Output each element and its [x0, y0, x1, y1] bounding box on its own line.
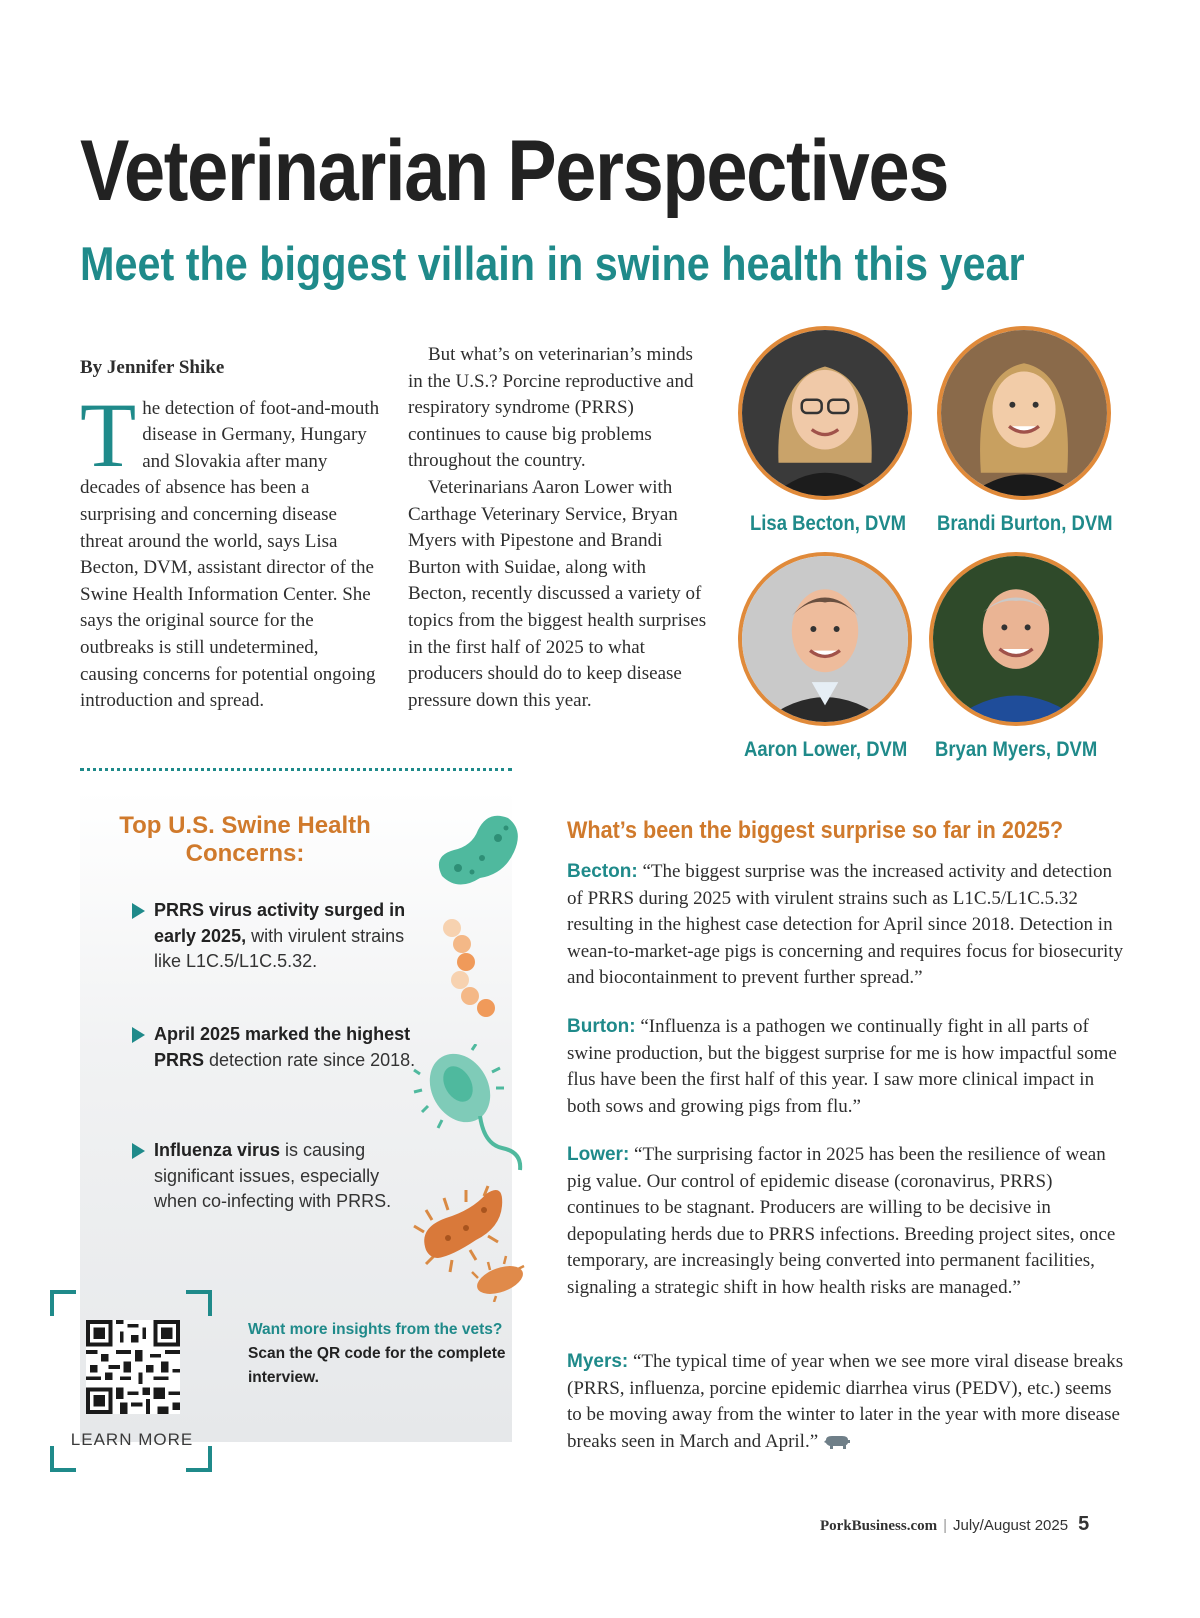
learn-more-label[interactable]: LEARN MORE [70, 1430, 194, 1449]
answer-text: “The surprising factor in 2025 has been the resilience of wean pig value. Our control of epidemic disease (coronavirus, PRRS) continues to be stagnant. Producers are willing to be decisive in depopulating herds due to PRRS infections. Breeding project sites, once temporary, are increasingly being converted into permanent facilities, signaling a strategic shift in how health risks are managed.” [567, 1144, 1116, 1298]
page-number: 5 [1078, 1513, 1090, 1535]
qr-code[interactable] [86, 1320, 180, 1414]
footer-site[interactable]: PorkBusiness.com [820, 1518, 938, 1534]
sidebar-title: Top U.S. Swine Health Concerns: [119, 812, 371, 867]
portrait-caption: Bryan Myers, DVM [935, 738, 1098, 761]
paragraph: Veterinarians Aaron Lower with Carthage Veterinary Service, Bryan Myers with Pipestone and Brandi Burton with Suidae, along with Becton, recently discussed a variety of topics from the biggest health surprises in the first half of 2025 to what producers should do to keep disease pressure down this year. [408, 476, 707, 711]
footer-separator: | [943, 1517, 947, 1534]
answer-burton [567, 1014, 1127, 1120]
concern-text: is causing significant issues, especially when co-infecting with PRRS. [154, 1140, 392, 1211]
qr-cta-teal: Want more insights from the vets? [248, 1321, 503, 1338]
speaker-name: Becton: [567, 861, 638, 882]
answer-lower [567, 1142, 1127, 1302]
answer-text: “The typical time of year when we see more viral disease breaks (PRRS, influenza, porcine epidemic diarrhea virus (PEDV), etc.) seems to be moving away from the winter to later in the year with more disease breaks seen in March and April.” [567, 1351, 1124, 1452]
article-column-1 [80, 355, 380, 715]
lead-text: he detection of foot-and-mouth disease in Germany, Hungary and Slovakia after many decades of absence has been a surprising and concerning disease threat around the world, says Lisa Becton, DVM, assistant director of the Swine Health Information Center. She says the original source for the outbreaks is still undetermined, causing concerns for potential ongoing introduction and spread. [80, 397, 380, 712]
dropcap: T [80, 383, 137, 486]
triangle-bullet-icon [132, 903, 145, 919]
answer-myers [567, 1349, 1127, 1455]
answer-text: “The biggest surprise was the increased activity and detection of PRRS during 2025 with virulent strains such as L1C.5/L1C.5.32 resulting in the highest case detection for April since 2018. Detection in wean-to-market-age pigs is concerning and requires focus for biosecurity and biocontainment to prevent further spread.” [567, 861, 1124, 989]
page-title: Veterinarian Perspectives [80, 123, 949, 219]
triangle-bullet-icon [132, 1027, 145, 1043]
portrait-lisa-becton [738, 326, 912, 500]
portrait-caption: Brandi Burton, DVM [937, 512, 1113, 535]
concern-bold: PRRS virus activity surged in early 2025, [154, 900, 406, 946]
portrait-aaron-lower [738, 552, 912, 726]
answer-text: “Influenza is a pathogen we continually fight in all parts of swine production, but the biggest surprise for me is how impactful some flus have been the first half of this year. I saw more clinical impact in both sows and growing pigs from flu.” [567, 1016, 1117, 1117]
portrait-caption: Lisa Becton, DVM [750, 512, 907, 535]
pig-icon [824, 1434, 850, 1450]
concern-bold: Influenza virus [154, 1140, 281, 1160]
portrait-caption: Aaron Lower, DVM [744, 738, 908, 761]
cocci-chain-icon [440, 918, 500, 1022]
concern-text: with virulent strains like L1C.5/L1C.5.32. [154, 925, 405, 971]
speaker-name: Lower: [567, 1144, 630, 1165]
lead-paragraph [80, 383, 380, 715]
concern-item [132, 1022, 422, 1073]
page-subtitle: Meet the biggest villain in swine health this year [80, 237, 1025, 290]
concern-item [132, 898, 422, 975]
portrait-bryan-myers [929, 552, 1103, 726]
qr-cta-dark: Scan the QR code for the complete interview. [248, 1345, 506, 1386]
article-column-2 [408, 342, 708, 714]
byline: By Jennifer Shike [80, 357, 225, 378]
page-footer [820, 1513, 1120, 1536]
orange-bacterium-icon [404, 1176, 530, 1302]
concern-text: detection rate since 2018. [204, 1049, 416, 1070]
portrait-brandi-burton [937, 326, 1111, 500]
qr-call-to-action [248, 1318, 508, 1390]
answer-becton [567, 859, 1127, 992]
question-heading: What’s been the biggest surprise so far in 2025? [567, 817, 1064, 844]
speaker-name: Burton: [567, 1016, 636, 1037]
speaker-name: Myers: [567, 1351, 629, 1372]
bacteria-icon [428, 806, 524, 898]
footer-issue: July/August 2025 [953, 1517, 1069, 1534]
paragraph: But what’s on veterinarian’s minds in the U.S.? Porcine reproductive and respiratory syndrome (PRRS) continues to cause big problems throughout the country. [408, 344, 694, 472]
concern-bold: April 2025 marked the highest PRRS [154, 1024, 411, 1070]
concern-item [132, 1138, 422, 1215]
flagellated-bacterium-icon [412, 1044, 526, 1174]
section-divider [80, 768, 512, 771]
triangle-bullet-icon [132, 1143, 145, 1159]
